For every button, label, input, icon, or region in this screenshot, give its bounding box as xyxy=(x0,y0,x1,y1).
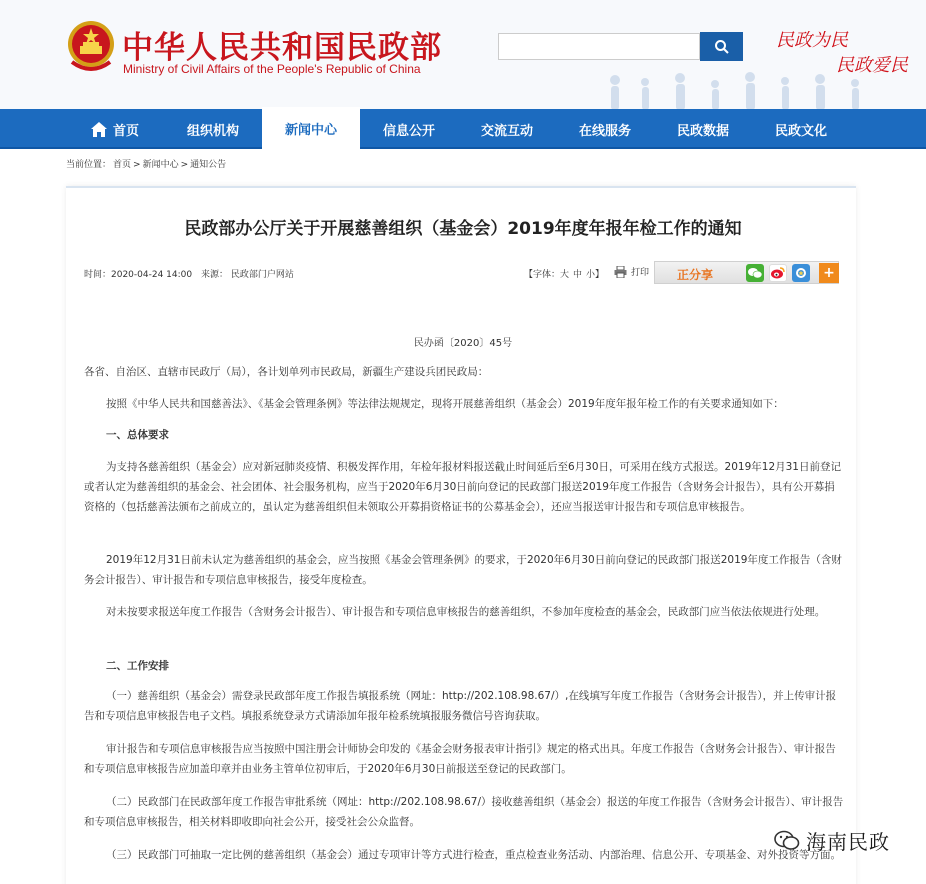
article-paragraph: 按照《中华人民共和国慈善法》、《基金会管理条例》等法律法规规定，现将开展慈善组织（基金会）2019年度年报年检工作的有关要求通知如下： xyxy=(106,398,784,410)
slogan-2: 民政爱民 xyxy=(836,55,908,76)
nav-item-label: 新闻中心 xyxy=(284,122,337,138)
home-icon xyxy=(91,122,107,137)
article-paragraph: 为支持各慈善组织（基金会）应对新冠肺炎疫情、积极发挥作用，年检年报材料报送截止时间延后至6月30日，可采用在线方式报送。2019年12月31日前登记或者认定为慈善组织的基金会、社会团体、社会服务机构，应当于2020年6月30日前向登记的民政部门报送2019年度工作报告（含财务会计报告），具有公开募捐资格的（包括慈善法颁布之前成立的，虽认定为慈善组织但未领取公开募捐资格证书的公募基金会），还应当报送审计报告和专项信息审核报告。 xyxy=(84,461,841,513)
nav-item-news-center[interactable] xyxy=(262,107,360,149)
breadcrumb-link-notices[interactable]: 通知公告 xyxy=(190,160,227,170)
qzone-icon[interactable] xyxy=(792,264,810,282)
print-label: 打印 xyxy=(631,268,650,278)
breadcrumb-separator: > xyxy=(133,160,141,170)
print-button[interactable] xyxy=(614,265,649,278)
breadcrumb-link-news[interactable]: 新闻中心 xyxy=(142,160,179,170)
article-source: 来源： 民政部门户网站 xyxy=(200,270,294,280)
share-label: 正分享 xyxy=(677,268,714,282)
publish-time: 时间：2020-04-24 14:00 xyxy=(84,270,193,280)
article-title: 民政部办公厅关于开展慈善组织（基金会）2019年度年报年检工作的通知 xyxy=(184,219,742,239)
font-size-small-button[interactable]: 小】 xyxy=(586,270,605,280)
article-salutation: 各省、自治区、直辖市民政厅（局），各计划单列市民政局，新疆生产建设兵团民政局： xyxy=(84,366,489,378)
weibo-icon[interactable] xyxy=(769,264,787,282)
article-paragraph: 审计报告和专项信息审核报告应当按照中国注册会计师协会印发的《基金会财务报表审计指引》规定的格式出具。年度工作报告（含财务会计报告）、审计报告和专项信息审核报告应加盖印章并由业务主管单位初审后，于2020年6月30日前报送至登记的民政部门。 xyxy=(84,743,836,775)
breadcrumb xyxy=(66,157,228,170)
nav-item-civil-culture[interactable] xyxy=(752,109,850,149)
font-size-medium-button[interactable]: 中 xyxy=(573,270,583,280)
article-paragraph: （二）民政部门在民政部年度工作报告审批系统（网址：http://202.108.98.67/）接收慈善组织（基金会）报送的年度工作报告（含财务会计报告）、审计报告和专项信息审核报告，相关材料即收即向社会公开，接受社会公众监督。 xyxy=(84,796,844,828)
nav-item-home[interactable] xyxy=(66,109,164,149)
search-input[interactable] xyxy=(498,33,700,60)
article-panel xyxy=(66,186,856,884)
watermark xyxy=(774,826,890,855)
site-header xyxy=(0,0,926,110)
print-icon xyxy=(614,266,627,278)
nav-item-label: 信息公开 xyxy=(382,123,435,139)
nav-item-label: 交流互动 xyxy=(480,123,533,139)
nav-item-civil-data[interactable] xyxy=(654,109,752,149)
search-icon xyxy=(714,39,730,55)
wechat-icon[interactable] xyxy=(746,264,764,282)
font-size-label: 【字体： xyxy=(524,270,561,280)
main-nav xyxy=(0,109,926,149)
article-paragraph: 2019年12月31日前未认定为慈善组织的基金会，应当按照《基金会管理条例》的要求，于2020年6月30日前向登记的民政部门报送2019年度工作报告（含财务会计报告）、审计报告和专项信息审核报告，接受年度检查。 xyxy=(84,554,842,586)
breadcrumb-prefix: 当前位置： xyxy=(66,160,112,170)
font-size-large-button[interactable]: 大 xyxy=(560,270,570,280)
section-heading: 一、总体要求 xyxy=(106,429,169,441)
share-bar xyxy=(654,261,839,284)
nav-item-label: 组织机构 xyxy=(186,123,239,139)
article-paragraph: （三）民政部门可抽取一定比例的慈善组织（基金会）通过专项审计等方式进行检查，重点检查业务活动、内部治理、信息公开、专项基金、对外投资等方面。 xyxy=(106,849,841,861)
section-heading: 二、工作安排 xyxy=(106,660,169,672)
slogan-1: 民政为民 xyxy=(776,30,848,51)
site-name-cn[interactable]: 中华人民共和国民政部 xyxy=(122,30,442,66)
breadcrumb-link-home[interactable]: 首页 xyxy=(113,160,132,170)
search-button[interactable] xyxy=(700,32,743,61)
nav-item-organization[interactable] xyxy=(164,109,262,149)
site-name-en: Ministry of Civil Affairs of the People's Republic of China xyxy=(123,62,421,76)
article-meta xyxy=(84,267,300,280)
nav-item-interaction[interactable] xyxy=(458,109,556,149)
nav-item-label: 在线服务 xyxy=(578,123,631,139)
breadcrumb-separator: > xyxy=(180,160,189,170)
nav-item-label: 首页 xyxy=(112,123,139,139)
nav-item-info-disclosure[interactable] xyxy=(360,109,458,149)
wechat-watermark-icon xyxy=(774,830,800,852)
national-emblem-icon[interactable] xyxy=(66,18,116,74)
more-icon[interactable]: + xyxy=(819,263,839,283)
document-number: 民办函〔2020〕45号 xyxy=(413,338,513,349)
people-silhouettes-decoration xyxy=(585,68,885,110)
article-paragraph: 对未按要求报送年度工作报告（含财务会计报告）、审计报告和专项信息审核报告的慈善组织，不参加年度检查的基金会，民政部门应当依法依规进行处理。 xyxy=(106,606,826,618)
nav-item-label: 民政数据 xyxy=(676,123,729,139)
article-paragraph: （一）慈善组织（基金会）需登录民政部年度工作报告填报系统（网址：http://202.108.98.67/）,在线填写年度工作报告（含财务会计报告），并上传审计报告和专项信息审核报告电子文档。填报系统登录方式请添加年报年检系统填报服务微信号咨询获取。 xyxy=(84,690,837,722)
watermark-text: 海南民政 xyxy=(806,830,890,854)
nav-item-label: 民政文化 xyxy=(774,123,827,139)
nav-item-online-service[interactable] xyxy=(556,109,654,149)
font-size-controls xyxy=(524,267,608,280)
